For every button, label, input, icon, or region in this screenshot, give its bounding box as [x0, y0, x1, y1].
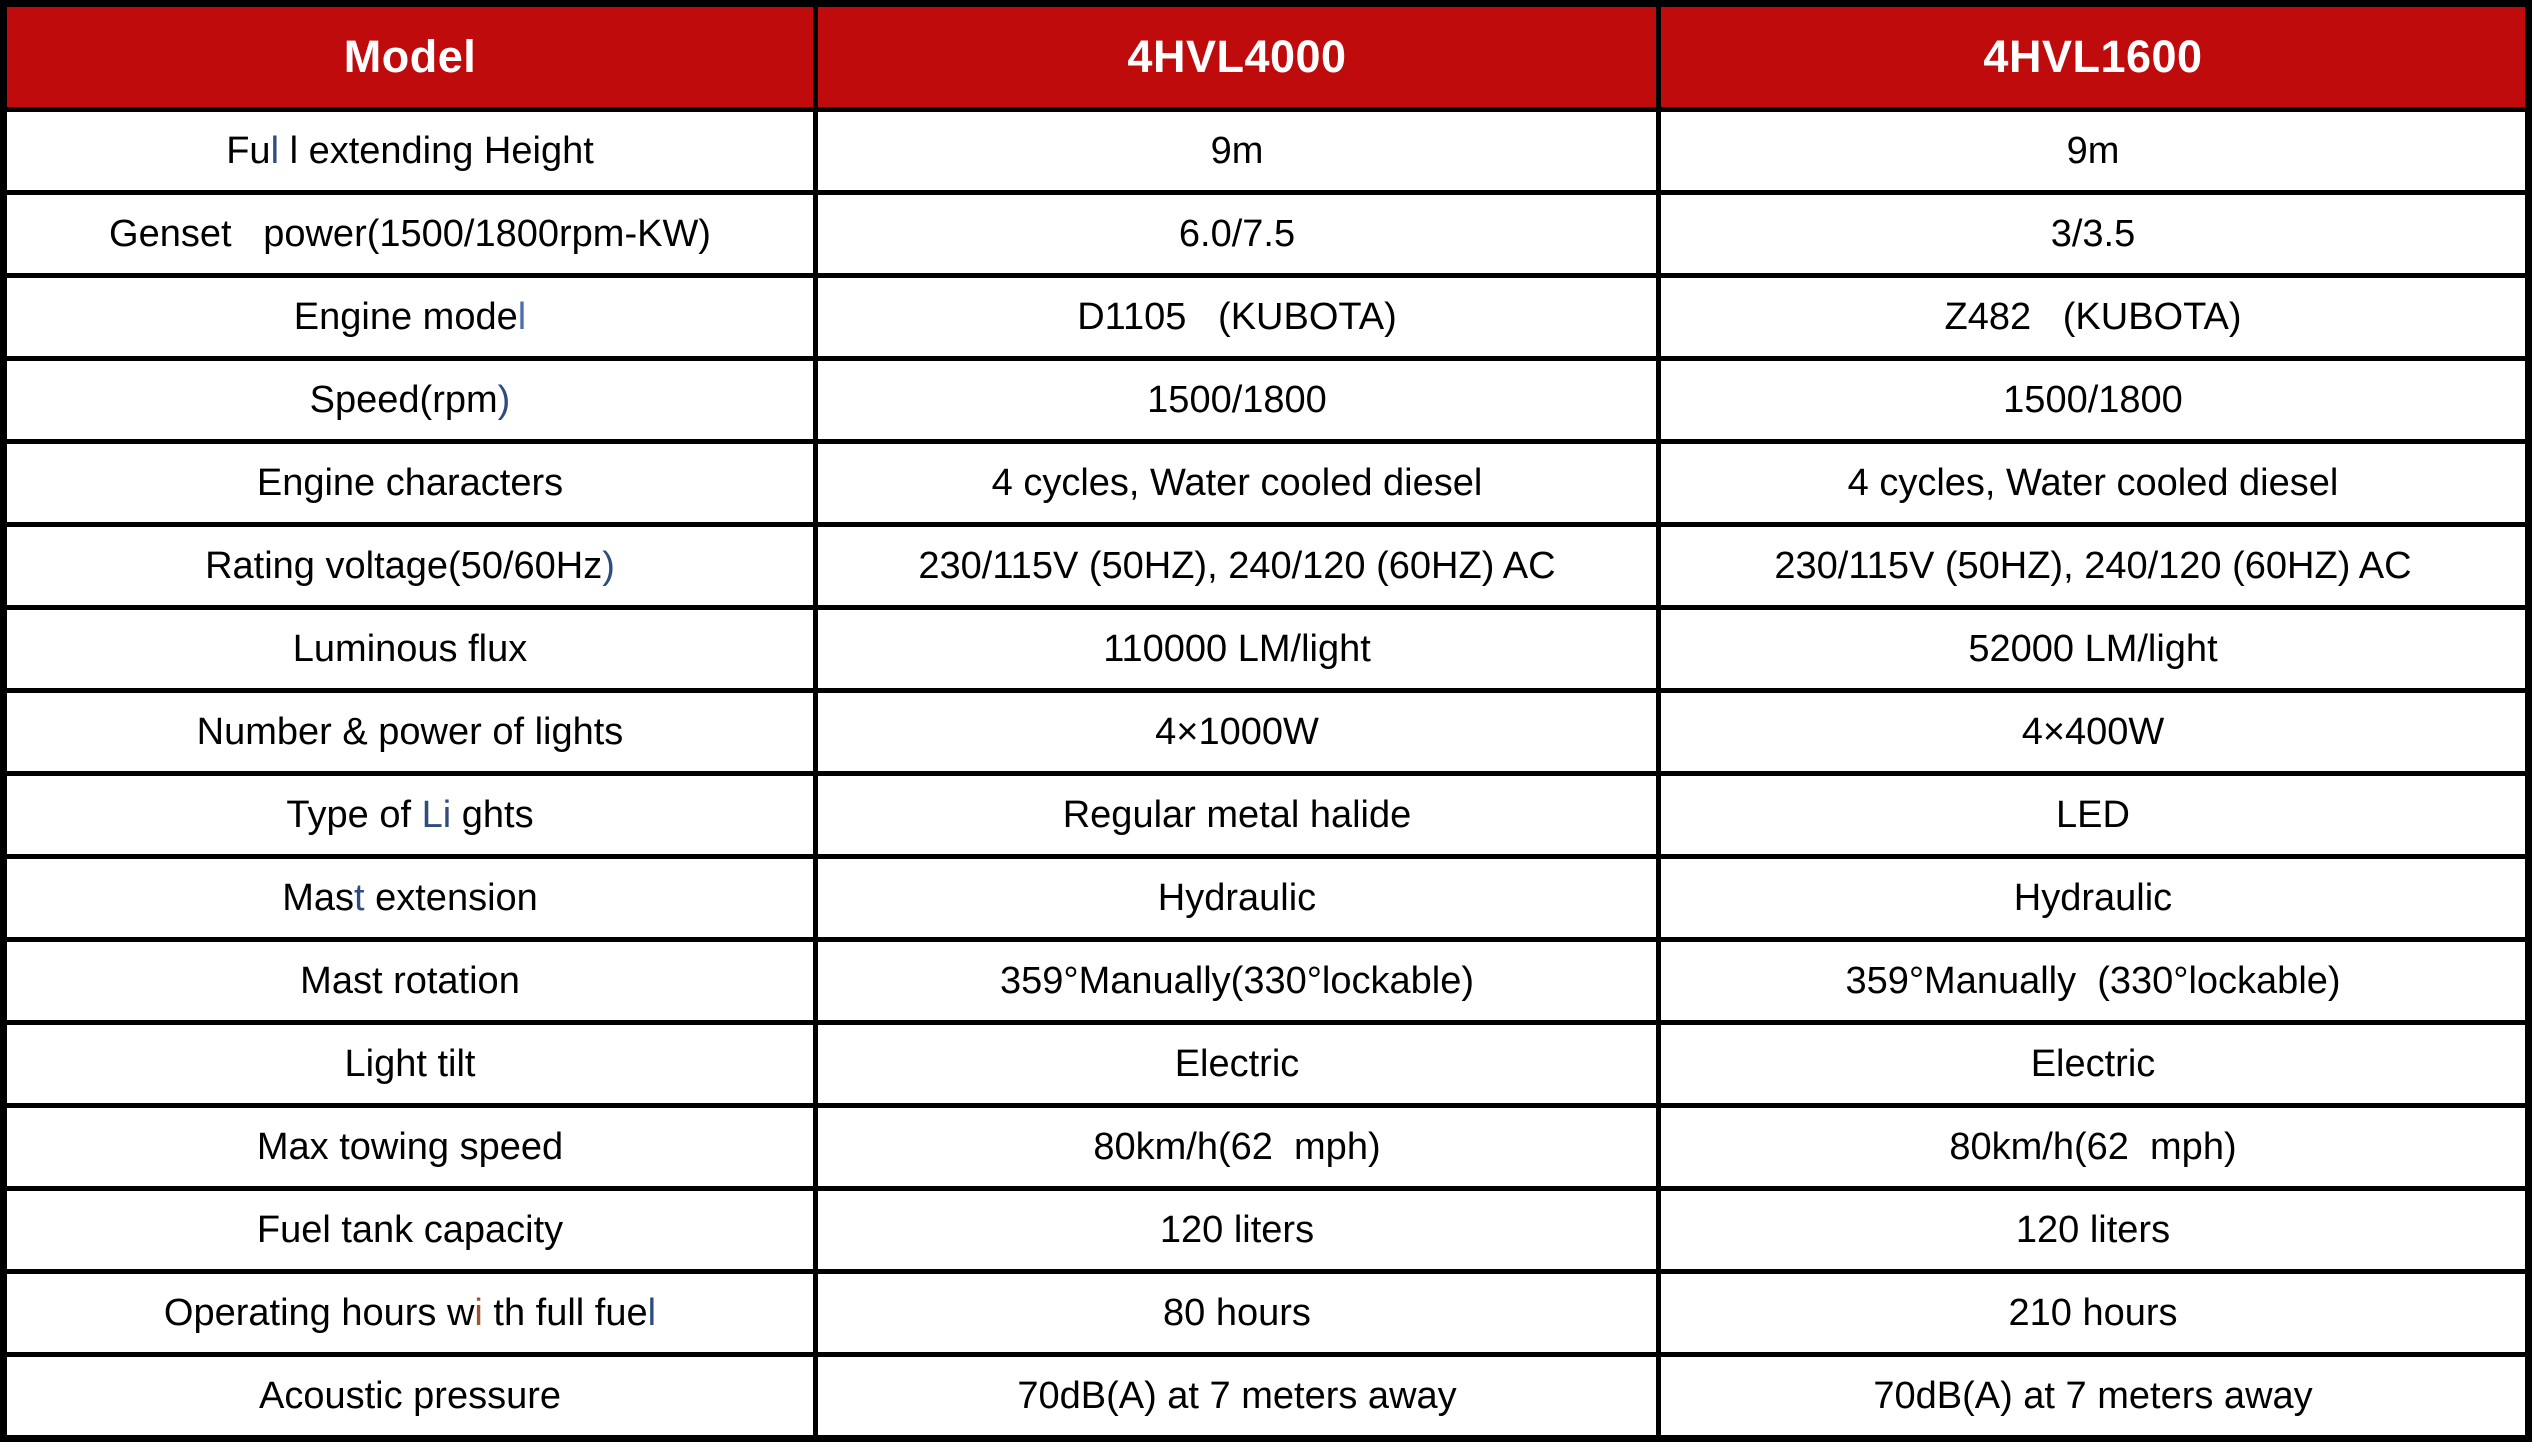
value-4hvl1600: LED: [1659, 774, 2529, 857]
row-label: Engine model: [4, 276, 816, 359]
table-row-engine-characters: [4, 442, 2529, 525]
table-row-genset-power: [4, 193, 2529, 276]
row-label: Type of Li ghts: [4, 774, 816, 857]
column-header-4hvl4000: 4HVL4000: [816, 4, 1659, 110]
row-label: Luminous flux: [4, 608, 816, 691]
value-4hvl1600: 1500/1800: [1659, 359, 2529, 442]
value-4hvl4000: 80 hours: [816, 1272, 1659, 1355]
value-4hvl4000: 70dB(A) at 7 meters away: [816, 1355, 1659, 1439]
value-4hvl4000: Hydraulic: [816, 857, 1659, 940]
header-row: [4, 4, 2529, 110]
value-4hvl4000: 1500/1800: [816, 359, 1659, 442]
spec-table-header: [4, 4, 2529, 110]
table-row-full-extending-height: [4, 110, 2529, 193]
value-4hvl1600: Electric: [1659, 1023, 2529, 1106]
row-label: Light tilt: [4, 1023, 816, 1106]
row-label: Fuel tank capacity: [4, 1189, 816, 1272]
value-4hvl4000: 110000 LM/light: [816, 608, 1659, 691]
value-4hvl1600: 3/3.5: [1659, 193, 2529, 276]
value-4hvl4000: 4 cycles, Water cooled diesel: [816, 442, 1659, 525]
value-4hvl1600: Z482 (KUBOTA): [1659, 276, 2529, 359]
table-row-mast-extension: [4, 857, 2529, 940]
value-4hvl1600: Hydraulic: [1659, 857, 2529, 940]
value-4hvl4000: 230/115V (50HZ), 240/120 (60HZ) AC: [816, 525, 1659, 608]
value-4hvl1600: 4×400W: [1659, 691, 2529, 774]
value-4hvl1600: 9m: [1659, 110, 2529, 193]
value-4hvl4000: Electric: [816, 1023, 1659, 1106]
row-label: Rating voltage(50/60Hz): [4, 525, 816, 608]
table-row-engine-model: [4, 276, 2529, 359]
row-label: Engine characters: [4, 442, 816, 525]
value-4hvl1600: 4 cycles, Water cooled diesel: [1659, 442, 2529, 525]
table-row-operating-hours: [4, 1272, 2529, 1355]
row-label: Ful l extending Height: [4, 110, 816, 193]
table-row-mast-rotation: [4, 940, 2529, 1023]
value-4hvl4000: 6.0/7.5: [816, 193, 1659, 276]
table-row-type-of-lights: [4, 774, 2529, 857]
row-label: Number & power of lights: [4, 691, 816, 774]
column-header-model: Model: [4, 4, 816, 110]
value-4hvl4000: D1105 (KUBOTA): [816, 276, 1659, 359]
value-4hvl1600: 359°Manually (330°lockable): [1659, 940, 2529, 1023]
row-label: Mast extension: [4, 857, 816, 940]
value-4hvl4000: 359°Manually(330°lockable): [816, 940, 1659, 1023]
spec-table-body: [4, 110, 2529, 1439]
row-label: Genset power(1500/1800rpm-KW): [4, 193, 816, 276]
value-4hvl1600: 80km/h(62 mph): [1659, 1106, 2529, 1189]
table-row-light-tilt: [4, 1023, 2529, 1106]
value-4hvl4000: 9m: [816, 110, 1659, 193]
row-label: Max towing speed: [4, 1106, 816, 1189]
row-label: Operating hours wi th full fuel: [4, 1272, 816, 1355]
table-row-rating-voltage: [4, 525, 2529, 608]
table-row-fuel-tank-capacity: [4, 1189, 2529, 1272]
row-label: Speed(rpm): [4, 359, 816, 442]
value-4hvl4000: 80km/h(62 mph): [816, 1106, 1659, 1189]
table-row-speed-rpm: [4, 359, 2529, 442]
value-4hvl1600: 120 liters: [1659, 1189, 2529, 1272]
value-4hvl1600: 70dB(A) at 7 meters away: [1659, 1355, 2529, 1439]
table-row-number-power-of-lights: [4, 691, 2529, 774]
table-row-luminous-flux: [4, 608, 2529, 691]
value-4hvl1600: 52000 LM/light: [1659, 608, 2529, 691]
row-label: Acoustic pressure: [4, 1355, 816, 1439]
value-4hvl4000: 120 liters: [816, 1189, 1659, 1272]
value-4hvl4000: Regular metal halide: [816, 774, 1659, 857]
value-4hvl4000: 4×1000W: [816, 691, 1659, 774]
column-header-4hvl1600: 4HVL1600: [1659, 4, 2529, 110]
row-label: Mast rotation: [4, 940, 816, 1023]
value-4hvl1600: 210 hours: [1659, 1272, 2529, 1355]
table-row-max-towing-speed: [4, 1106, 2529, 1189]
table-row-acoustic-pressure: [4, 1355, 2529, 1439]
value-4hvl1600: 230/115V (50HZ), 240/120 (60HZ) AC: [1659, 525, 2529, 608]
